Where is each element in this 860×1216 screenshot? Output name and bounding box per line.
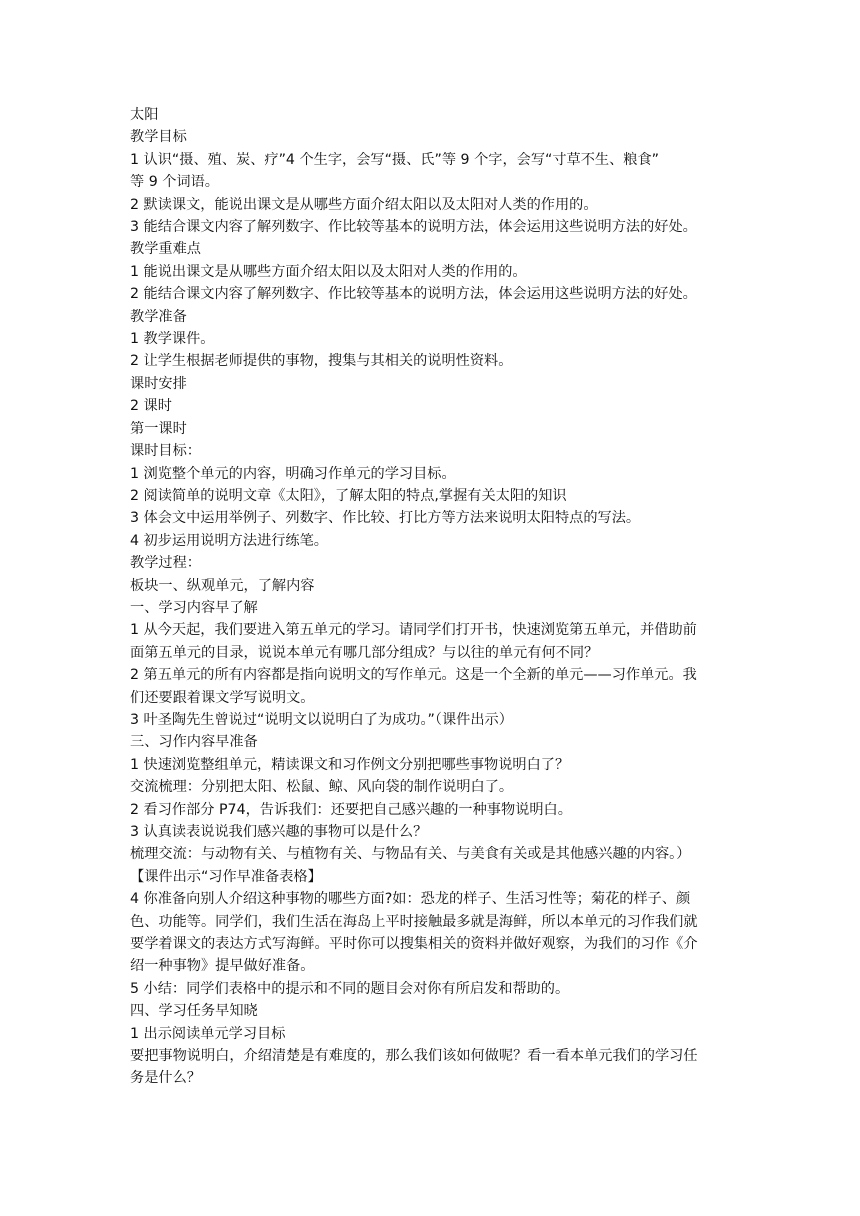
text-line: 5 小结：同学们表格中的提示和不同的题目会对你有所启发和帮助的。	[130, 980, 570, 997]
heading-section-four: 四、学习任务早知晓	[130, 1003, 258, 1020]
text-line: 4 初步运用说明方法进行练笔。	[130, 532, 328, 549]
text-line: 1 出示阅读单元学习目标	[130, 1025, 286, 1042]
text-line: 2 第五单元的所有内容都是指向说明文的写作单元。这是一个全新的单元——习作单元。我	[130, 667, 697, 684]
heading-schedule: 课时安排	[130, 375, 187, 392]
text-line: 要把事物说明白，介绍清楚是有难度的，那么我们该如何做呢？看一看本单元我们的学习任	[130, 1048, 698, 1065]
text-line: 3 能结合课文内容了解列数字、作比较等基本的说明方法，体会运用这些说明方法的好处。	[130, 219, 697, 236]
text-line: 务是什么？	[130, 1070, 201, 1087]
text-line: 3 体会文中运用举例子、列数字、作比较、打比方等方法来说明太阳特点的写法。	[130, 510, 641, 527]
text-line: 等 9 个词语。	[130, 174, 219, 191]
text-line: 1 从今天起，我们要进入第五单元的学习。请同学们打开书，快速浏览第五单元，并借助前	[130, 622, 697, 639]
heading-first-lesson: 第一课时	[130, 420, 187, 437]
text-line: 面第五单元的目录，说说本单元有哪几部分组成？与以往的单元有何不同？	[130, 644, 599, 661]
heading-section-three: 三、习作内容早准备	[130, 734, 258, 751]
text-line: 1 浏览整个单元的内容，明确习作单元的学习目标。	[130, 465, 456, 482]
text-line: 【课件出示“习作早准备表格】	[130, 868, 322, 885]
text-line: 2 阅读简单的说明文章《太阳》，了解太阳的特点,掌握有关太阳的知识	[130, 487, 567, 504]
text-line: 2 看习作部分 P74，告诉我们：还要把自己感兴趣的一种事物说明白。	[130, 801, 572, 818]
text-line: 2 让学生根据老师提供的事物，搜集与其相关的说明性资料。	[130, 353, 513, 370]
text-line: 梳理交流：与动物有关、与植物有关、与物品有关、与美食有关或是其他感兴趣的内容。）	[130, 846, 691, 863]
text-line: 要学着课文的表达方式写海鲜。平时你可以搜集相关的资料并做好观察，为我们的习作《介	[130, 936, 698, 953]
text-line: 交流梳理：分别把太阳、松鼠、鲸、风向袋的制作说明白了。	[130, 779, 514, 796]
text-line: 1 认识“摄、殖、炭、疗”4 个生字，会写“摄、氏”等 9 个字，会写“寸草不生、粮食”	[130, 151, 660, 168]
text-line: 色、功能等。同学们，我们生活在海岛上平时接触最多就是海鲜，所以本单元的习作我们就	[130, 913, 698, 930]
heading-teaching-process: 教学过程：	[130, 555, 201, 572]
document-title: 太阳	[130, 107, 159, 123]
text-line: 1 快速浏览整组单元，精读课文和习作例文分别把哪些事物说明白了？	[130, 756, 570, 773]
heading-block-one: 板块一、纵观单元，了解内容	[130, 577, 315, 594]
text-line: 2 默读课文，能说出课文是从哪些方面介绍太阳以及太阳对人类的作用的。	[130, 196, 598, 213]
heading-lesson-goals: 课时目标：	[130, 443, 201, 460]
text-line: 1 能说出课文是从哪些方面介绍太阳以及太阳对人类的作用的。	[130, 263, 527, 280]
text-line: 2 课时	[130, 398, 172, 415]
document-page	[130, 104, 730, 1090]
text-line: 1 教学课件。	[130, 331, 215, 348]
text-line: 2 能结合课文内容了解列数字、作比较等基本的说明方法，体会运用这些说明方法的好处。	[130, 286, 697, 303]
text-line: 4 你准备向别人介绍这种事物的哪些方面?如：恐龙的样子、生活习性等；菊花的样子、颜	[130, 891, 691, 908]
text-line: 绍一种事物》提早做好准备。	[130, 958, 315, 975]
heading-key-points: 教学重难点	[130, 241, 201, 258]
heading-teaching-goals: 教学目标	[130, 129, 187, 146]
text-line: 3 叶圣陶先生曾说过“说明文以说明白了为成功。”（课件出示）	[130, 711, 513, 728]
heading-section-one: 一、学习内容早了解	[130, 599, 258, 616]
text-line: 们还要跟着课文学写说明文。	[130, 689, 315, 706]
text-line: 3 认真读表说说我们感兴趣的事物可以是什么？	[130, 824, 428, 840]
heading-preparation: 教学准备	[130, 308, 187, 325]
